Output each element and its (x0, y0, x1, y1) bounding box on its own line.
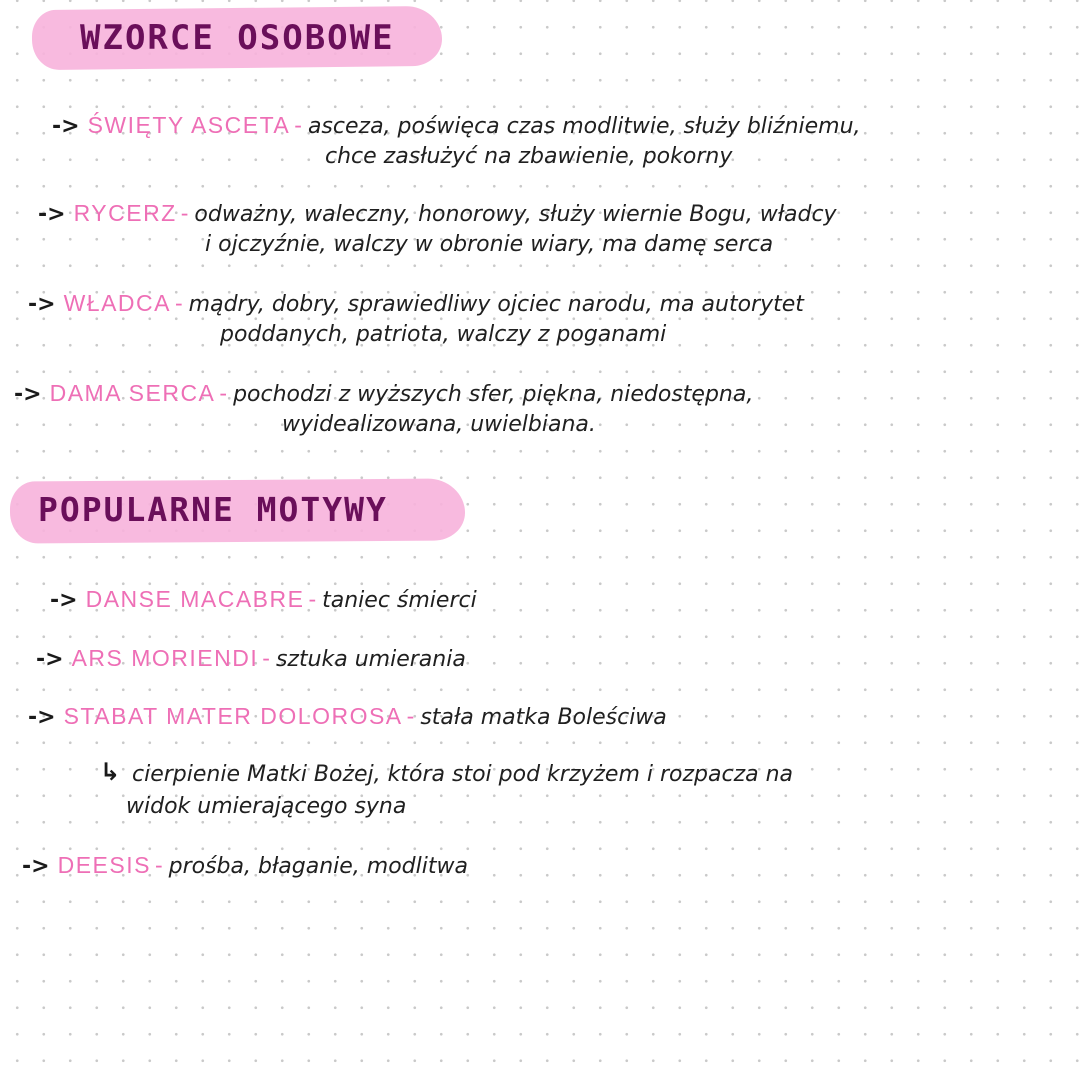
entry-deesis (22, 852, 468, 879)
separator: - (154, 852, 163, 878)
definition-line: asceza, poświęca czas modlitwie, służy bliźniemu, (307, 114, 861, 139)
arrow-icon: -> (50, 588, 78, 613)
separator: - (219, 380, 228, 406)
definition-line: prośba, błaganie, modlitwa (168, 854, 468, 879)
entry-ars-moriendi (36, 645, 466, 672)
arrow-icon: -> (28, 705, 56, 730)
definition-line: taniec śmierci (322, 588, 477, 613)
definition-continuation: poddanych, patriota, walczy z poganami (220, 322, 667, 347)
entry-stabat-mater (28, 703, 667, 730)
definition-line: mądry, dobry, sprawiedliwy ojciec narodu, ma autorytet (188, 292, 804, 317)
term-label: ARS MORIENDI (71, 645, 259, 671)
term-label: STABAT MATER DOLOROSA (63, 703, 403, 729)
section-heading-motywy: POPULARNE MOTYWY (38, 490, 388, 529)
arrow-icon: -> (22, 854, 50, 879)
definition-line: odważny, waleczny, honorowy, służy wiernie Bogu, władcy (194, 202, 837, 227)
separator: - (308, 586, 317, 612)
arrow-icon: -> (28, 292, 56, 317)
arrow-icon: -> (36, 647, 64, 672)
term-label: WŁADCA (63, 290, 171, 316)
separator: - (262, 645, 270, 671)
arrow-icon: -> (14, 382, 42, 407)
separator: - (174, 290, 183, 316)
section-heading-wzorce: WZORCE OSOBOWE (80, 18, 395, 58)
arrow-icon: -> (38, 202, 66, 227)
separator: - (406, 703, 415, 729)
definition-continuation: wyidealizowana, uwielbiana. (282, 412, 596, 437)
sub-note-continuation: widok umierającego syna (126, 794, 407, 819)
entry-dama-serca (14, 380, 753, 407)
definition-line: sztuka umierania (275, 647, 466, 672)
arrow-icon: -> (52, 114, 80, 139)
term-label: ŚWIĘTY ASCETA (87, 112, 291, 138)
definition-line: stała matka Boleściwa (420, 705, 667, 730)
entry-wladca (28, 290, 804, 317)
sub-note-line: cierpienie Matki Bożej, która stoi pod krzyżem i rozpacza na (132, 762, 794, 787)
definition-continuation: i ojczyźnie, walczy w obronie wiary, ma damę serca (205, 232, 774, 257)
term-label: DEESIS (57, 852, 151, 878)
definition-continuation: chce zasłużyć na zbawienie, pokorny (325, 144, 733, 169)
entry-danse-macabre (50, 586, 477, 613)
term-label: DANSE MACABRE (85, 586, 305, 612)
sub-arrow-icon: ↳ (100, 758, 121, 786)
entry-rycerz (38, 200, 837, 227)
entry-swiety-asceta (52, 112, 861, 139)
term-label: RYCERZ (73, 200, 177, 226)
separator: - (180, 200, 189, 226)
separator: - (294, 112, 302, 138)
term-label: DAMA SERCA (49, 380, 216, 406)
definition-line: pochodzi z wyższych sfer, piękna, niedostępna, (233, 382, 754, 407)
